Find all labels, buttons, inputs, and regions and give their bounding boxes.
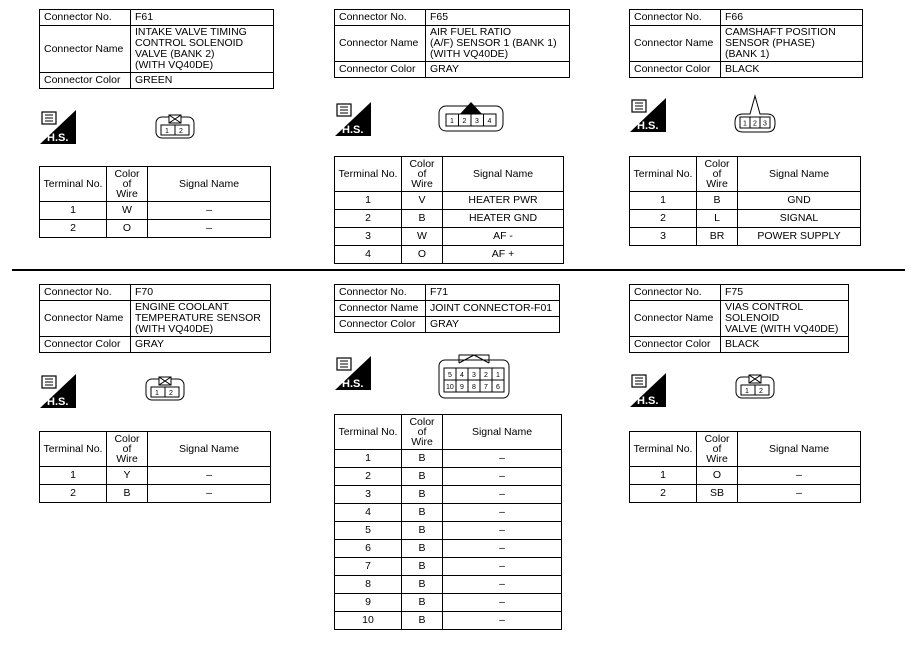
connector-name-value: CAMSHAFT POSITION SENSOR (PHASE) (BANK 1) (721, 26, 863, 62)
signal-name: HEATER GND (443, 210, 564, 228)
pin-label: 8 (472, 384, 476, 391)
harness-side-icon (40, 374, 76, 408)
pin-label: 4 (460, 372, 464, 379)
terminal-no-header: Terminal No. (335, 415, 402, 450)
table-row (335, 522, 562, 540)
connector-name-label: Connector Name (630, 26, 721, 62)
connector-f71-diagram (438, 351, 510, 399)
connector-info-table (334, 284, 560, 333)
table-row (335, 192, 564, 210)
signal-name: – (148, 467, 271, 485)
wire-color: B (697, 192, 738, 210)
signal-name: – (443, 450, 562, 468)
wire-color: B (402, 594, 443, 612)
terminal-no: 2 (40, 220, 107, 238)
connector-info-table (629, 284, 849, 353)
terminal-no: 3 (335, 228, 402, 246)
terminal-no: 9 (335, 594, 402, 612)
connector-f75 (629, 284, 849, 353)
harness-side-icon (335, 356, 371, 390)
wire-color-header: Color of Wire (107, 167, 148, 202)
connector-name-value: VIAS CONTROL SOLENOID VALVE (WITH VQ40DE) (721, 301, 849, 337)
wire-color: O (697, 467, 738, 485)
wire-color-header: Color of Wire (697, 157, 738, 192)
signal-name: POWER SUPPLY (738, 228, 861, 246)
terminal-table-f65 (334, 156, 564, 264)
connector-f66-diagram (733, 94, 777, 134)
wire-color: B (402, 540, 443, 558)
connector-color-value: GRAY (131, 337, 271, 353)
signal-name: SIGNAL (738, 210, 861, 228)
connector-f61 (39, 9, 274, 89)
wire-color: B (402, 558, 443, 576)
wire-color: B (402, 612, 443, 630)
table-row (335, 504, 562, 522)
terminal-no-header: Terminal No. (40, 432, 107, 467)
wire-color: B (402, 486, 443, 504)
terminal-no: 1 (335, 450, 402, 468)
terminal-no-header: Terminal No. (40, 167, 107, 202)
table-row (335, 468, 562, 486)
terminal-no: 6 (335, 540, 402, 558)
pin-label: 2 (179, 128, 183, 135)
connector-no-label: Connector No. (630, 285, 721, 301)
signal-name: – (148, 485, 271, 503)
table-row (335, 486, 562, 504)
wire-color: L (697, 210, 738, 228)
signal-name: AF + (443, 246, 564, 264)
signal-name-header: Signal Name (148, 167, 271, 202)
signal-name: – (738, 485, 861, 503)
signal-name-header: Signal Name (738, 432, 861, 467)
terminal-no: 2 (335, 468, 402, 486)
wire-color: B (402, 504, 443, 522)
hs-label: H.S. (342, 378, 364, 390)
signal-name: AF - (443, 228, 564, 246)
terminal-no: 8 (335, 576, 402, 594)
connector-name-value: INTAKE VALVE TIMING CONTROL SOLENOID VALVE (BANK 2) (WITH VQ40DE) (131, 26, 274, 73)
terminal-no: 3 (630, 228, 697, 246)
connector-info-table (629, 9, 863, 78)
pin-label: 7 (484, 384, 488, 391)
table-row (630, 228, 861, 246)
connector-no-label: Connector No. (630, 10, 721, 26)
terminal-no: 1 (630, 192, 697, 210)
table-row (335, 612, 562, 630)
signal-name: – (148, 220, 271, 238)
hs-label: H.S. (637, 120, 659, 132)
wire-color: V (402, 192, 443, 210)
terminal-no: 2 (630, 210, 697, 228)
harness-side-icon (40, 110, 76, 144)
pin-label: 6 (496, 384, 500, 391)
table-row (335, 228, 564, 246)
terminal-no: 1 (335, 192, 402, 210)
terminal-no: 5 (335, 522, 402, 540)
signal-name-header: Signal Name (443, 157, 564, 192)
signal-name: – (443, 486, 562, 504)
connector-no-value: F71 (426, 285, 560, 301)
connector-color-label: Connector Color (335, 317, 426, 333)
pin-label: 2 (484, 372, 488, 379)
wire-color: O (107, 220, 148, 238)
signal-name: – (443, 540, 562, 558)
wire-color: W (402, 228, 443, 246)
connector-name-value: AIR FUEL RATIO (A/F) SENSOR 1 (BANK 1) (WITH VQ40DE) (426, 26, 570, 62)
pin-label: 2 (753, 120, 757, 128)
terminal-no: 7 (335, 558, 402, 576)
terminal-no: 10 (335, 612, 402, 630)
table-row (40, 202, 271, 220)
terminal-table-f71 (334, 414, 562, 630)
connector-no-label: Connector No. (40, 10, 131, 26)
table-row (40, 467, 271, 485)
pin-label: 1 (743, 120, 747, 128)
connector-name-value: ENGINE COOLANT TEMPERATURE SENSOR (WITH VQ40DE) (131, 301, 271, 337)
table-row (335, 450, 562, 468)
table-row (335, 594, 562, 612)
table-row (40, 220, 271, 238)
pin-label: 9 (460, 384, 464, 391)
signal-name: – (443, 468, 562, 486)
terminal-no: 2 (335, 210, 402, 228)
pin-label: 5 (448, 372, 452, 379)
signal-name: – (443, 576, 562, 594)
terminal-table-f75 (629, 431, 861, 503)
connector-info-table (334, 9, 570, 78)
pin-label: 1 (745, 388, 749, 395)
terminal-no: 3 (335, 486, 402, 504)
connector-no-value: F61 (131, 10, 274, 26)
table-row (630, 485, 861, 503)
connector-f65-diagram (438, 100, 504, 132)
connector-color-value: GRAY (426, 62, 570, 78)
signal-name: GND (738, 192, 861, 210)
connector-name-value: JOINT CONNECTOR-F01 (426, 301, 560, 317)
wire-color-header: Color of Wire (107, 432, 148, 467)
pin-label: 1 (155, 390, 159, 397)
wire-color-header: Color of Wire (402, 415, 443, 450)
terminal-no-header: Terminal No. (335, 157, 402, 192)
pin-label: 1 (165, 128, 169, 135)
harness-side-icon (335, 102, 371, 136)
terminal-no: 4 (335, 504, 402, 522)
harness-side-icon (630, 373, 666, 407)
connector-no-value: F75 (721, 285, 849, 301)
table-row (335, 540, 562, 558)
connector-color-value: BLACK (721, 62, 863, 78)
table-row (335, 558, 562, 576)
wire-color-header: Color of Wire (402, 157, 443, 192)
connector-name-label: Connector Name (40, 26, 131, 73)
pin-label: 3 (475, 118, 479, 125)
wire-color: B (402, 210, 443, 228)
table-row (630, 467, 861, 485)
wire-color-header: Color of Wire (697, 432, 738, 467)
wire-color: B (402, 450, 443, 468)
terminal-no: 2 (40, 485, 107, 503)
terminal-table-f70 (39, 431, 271, 503)
table-row (335, 210, 564, 228)
pin-label: 2 (169, 390, 173, 397)
wire-color: W (107, 202, 148, 220)
hs-label: H.S. (47, 132, 69, 144)
signal-name: HEATER PWR (443, 192, 564, 210)
connector-name-label: Connector Name (630, 301, 721, 337)
pin-label: 10 (446, 384, 454, 391)
connector-color-label: Connector Color (335, 62, 426, 78)
terminal-no: 1 (40, 467, 107, 485)
pin-label: 2 (462, 118, 467, 125)
pin-label: 4 (487, 118, 492, 125)
signal-name: – (443, 522, 562, 540)
wire-color: B (402, 468, 443, 486)
pin-label: 1 (496, 372, 500, 379)
connector-color-label: Connector Color (40, 73, 131, 89)
connector-color-value: BLACK (721, 337, 849, 353)
signal-name-header: Signal Name (443, 415, 562, 450)
connector-f70 (39, 284, 271, 353)
signal-name: – (148, 202, 271, 220)
hs-label: H.S. (637, 395, 659, 407)
connector-info-table (39, 284, 271, 353)
wire-color: B (402, 522, 443, 540)
wire-color: Y (107, 467, 148, 485)
table-row (335, 576, 562, 594)
connector-no-label: Connector No. (335, 10, 426, 26)
signal-name: – (443, 594, 562, 612)
wire-color: O (402, 246, 443, 264)
terminal-no-header: Terminal No. (630, 432, 697, 467)
connector-color-label: Connector Color (630, 62, 721, 78)
terminal-table-f61 (39, 166, 271, 238)
signal-name: – (443, 504, 562, 522)
connector-no-value: F66 (721, 10, 863, 26)
harness-side-icon (630, 98, 666, 132)
signal-name-header: Signal Name (148, 432, 271, 467)
hs-label: H.S. (47, 396, 69, 408)
connector-name-label: Connector Name (335, 26, 426, 62)
terminal-no: 4 (335, 246, 402, 264)
connector-no-value: F70 (131, 285, 271, 301)
pin-label: 3 (763, 120, 767, 128)
connector-f65 (334, 9, 570, 78)
pin-label: 1 (450, 118, 454, 125)
signal-name: – (443, 612, 562, 630)
table-row (40, 485, 271, 503)
pin-label: 3 (472, 372, 476, 379)
connector-color-label: Connector Color (40, 337, 131, 353)
connector-no-label: Connector No. (335, 285, 426, 301)
connector-no-label: Connector No. (40, 285, 131, 301)
connector-no-value: F65 (426, 10, 570, 26)
signal-name: – (738, 467, 861, 485)
connector-color-value: GREEN (131, 73, 274, 89)
connector-color-value: GRAY (426, 317, 560, 333)
connector-info-table (39, 9, 274, 89)
wire-color: B (107, 485, 148, 503)
table-row (630, 210, 861, 228)
connector-f75-diagram (735, 373, 775, 399)
pin-label: 2 (759, 388, 763, 395)
connector-f66 (629, 9, 863, 78)
terminal-table-f66 (629, 156, 861, 246)
table-row (630, 192, 861, 210)
hs-label: H.S. (342, 124, 364, 136)
wire-color: SB (697, 485, 738, 503)
terminal-no: 1 (40, 202, 107, 220)
connector-name-label: Connector Name (335, 301, 426, 317)
terminal-no: 2 (630, 485, 697, 503)
terminal-no: 1 (630, 467, 697, 485)
terminal-no-header: Terminal No. (630, 157, 697, 192)
table-row (335, 246, 564, 264)
section-divider (12, 269, 905, 271)
signal-name-header: Signal Name (738, 157, 861, 192)
connector-f70-diagram (145, 375, 185, 401)
connector-name-label: Connector Name (40, 301, 131, 337)
signal-name: – (443, 558, 562, 576)
wire-color: BR (697, 228, 738, 246)
connector-color-label: Connector Color (630, 337, 721, 353)
wire-color: B (402, 576, 443, 594)
connector-f71 (334, 284, 560, 333)
connector-f61-diagram (155, 113, 195, 139)
